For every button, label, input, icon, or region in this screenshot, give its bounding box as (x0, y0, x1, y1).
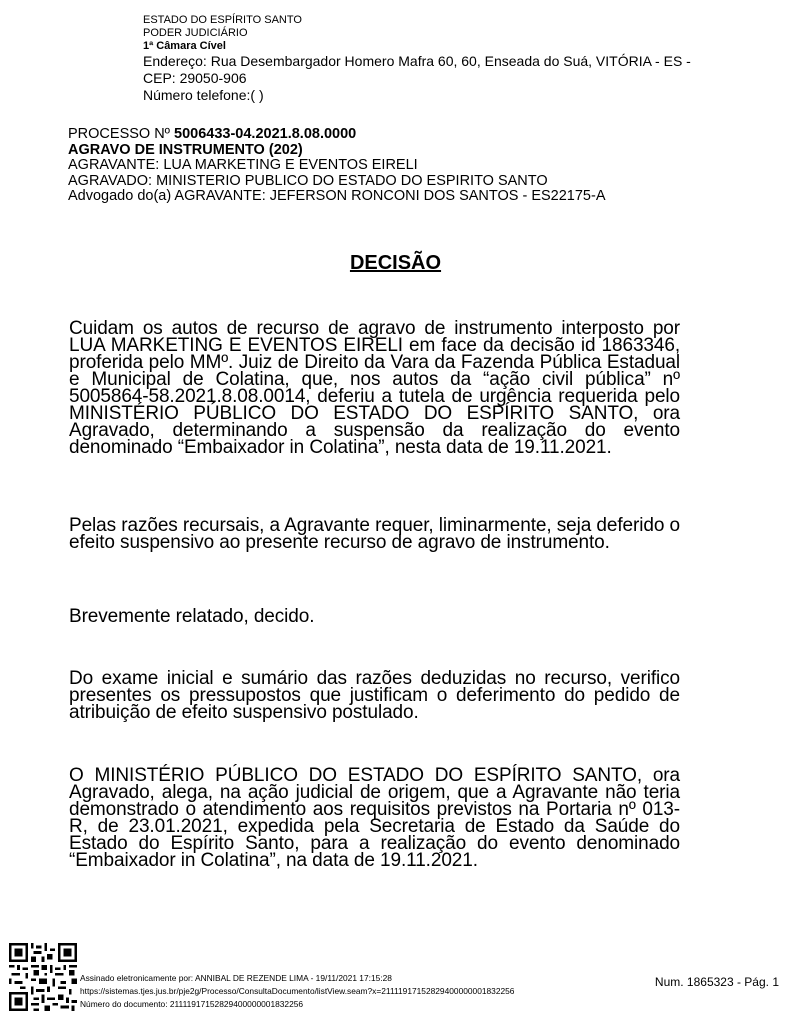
process-number: 5006433-04.2021.8.08.0000 (174, 126, 357, 142)
paragraph-5: O MINISTÉRIO PÚBLICO DO ESTADO DO ESPÍRITO SANTO, ora Agravado, alega, na ação judicial de origem, que a Agravante não teria demonstrado o atendimento aos requisitos previstos na Portaria nº 013-R, de 23.01.2021, expedida pela Secretaria de Estado da Saúde do Estado do Espírito Santo, para a realização do evento denominado “Embaixador in Colatina”, na data de 19.11.2021. (69, 765, 680, 871)
process-type: AGRAVO DE INSTRUMENTO (202) (68, 141, 303, 158)
paragraph-4: Do exame inicial e sumário das razões deduzidas no recurso, verifico presentes os pressupostos que justificam o deferimento do pedido de atribuição de efeito suspensivo postulado. (69, 668, 680, 723)
header-chamber: 1ª Câmara Cível (143, 40, 226, 52)
paragraph-3: Brevemente relatado, decido. (69, 606, 315, 627)
document-header (143, 14, 703, 104)
process-advogado: Advogado do(a) AGRAVANTE: JEFERSON RONCONI DOS SANTOS - ES22175-A (68, 188, 606, 204)
signature-info (80, 972, 514, 1011)
paragraph-2: Pelas razões recursais, a Agravante requer, liminarmente, seja deferido o efeito suspensivo ao presente recurso de agravo de instrumento. (69, 515, 680, 553)
page-number: Num. 1865323 - Pág. 1 (654, 975, 779, 989)
document-number: Número do documento: 21111917152829400000001832256 (80, 999, 304, 1009)
qr-code-icon (9, 943, 77, 1011)
document-title: DECISÃO (349, 252, 442, 274)
process-info (68, 127, 748, 205)
document-url[interactable]: https://sistemas.tjes.jus.br/pje2g/Processo/ConsultaDocumento/listView.seam?x=21111917152829400000001832256 (80, 986, 515, 996)
header-phone: Número telefone:( ) (143, 87, 264, 103)
process-number-line (68, 127, 748, 143)
process-agravante: AGRAVANTE: LUA MARKETING E EVENTOS EIRELI (68, 157, 418, 173)
header-branch: PODER JUDICIÁRIO (143, 27, 248, 39)
header-address: Endereço: Rua Desembargador Homero Mafra 60, 60, Enseada do Suá, VITÓRIA - ES - CEP: 29050-906 (143, 53, 691, 86)
header-state: ESTADO DO ESPÍRITO SANTO (143, 14, 302, 26)
process-number-label: PROCESSO Nº (68, 126, 175, 142)
paragraph-1: Cuidam os autos de recurso de agravo de instrumento interposto por LUA MARKETING E EVENTOS EIRELI em face da decisão id 1863346, proferida pelo MMº. Juiz de Direito da Vara da Fazenda Pública Estadual e Municipal de Colatina, que, nos autos da “ação civil pública” nº 5005864-58.2021.8.08.0014, deferiu a tutela de urgência requerida pelo MINISTÉRIO PÚBLICO DO ESTADO DO ESPÍRITO SANTO, ora Agravado, determinando a suspensão da realização do evento denominado “Embaixador in Colatina”, nesta data de 19.11.2021. (69, 318, 680, 458)
process-agravado: AGRAVADO: MINISTERIO PUBLICO DO ESTADO DO ESPIRITO SANTO (68, 172, 548, 189)
signed-by: Assinado eletronicamente por: ANNIBAL DE REZENDE LIMA - 19/11/2021 17:15:28 (80, 973, 392, 983)
